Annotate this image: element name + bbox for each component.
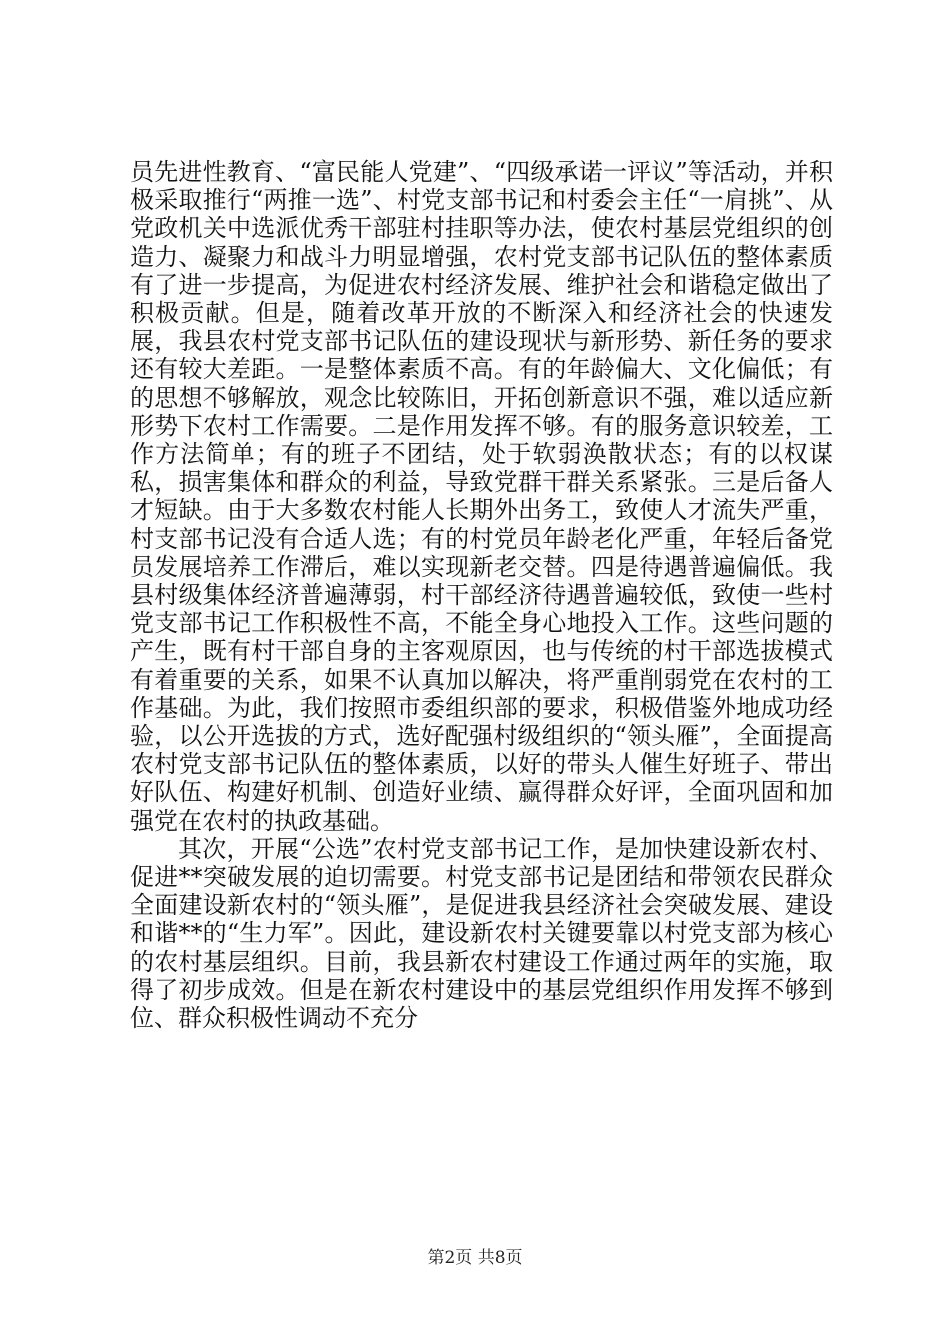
document-body [130, 158, 833, 1032]
paragraph-continued: 员先进性教育、“富民能人党建”、“四级承诺一评议”等活动，并积极采取推行“两推一选”、村党支部书记和村委会主任“一肩挑”、从党政机关中选派优秀干部驻村挂职等办法，使农村基层党组织的创造力、凝聚力和战斗力明显增强，农村党支部书记队伍的整体素质有了进一步提高，为促进农村经济发展、维护社会和谐稳定做出了积极贡献。但是，随着改革开放的不断深入和经济社会的快速发展，我县农村党支部书记队伍的建设现状与新形势、新任务的要求还有较大差距。一是整体素质不高。有的年龄偏大、文化偏低；有的思想不够解放，观念比较陈旧，开拓创新意识不强，难以适应新形势下农村工作需要。二是作用发挥不够。有的服务意识较差，工作方法简单；有的班子不团结，处于软弱涣散状态；有的以权谋私，损害集体和群众的利益，导致党群干群关系紧张。三是后备人才短缺。由于大多数农村能人长期外出务工，致使人才流失严重，村支部书记没有合适人选；有的村党员年龄老化严重，年轻后备党员发展培养工作滞后，难以实现新老交替。四是待遇普遍偏低。我县村级集体经济普遍薄弱，村干部经济待遇普遍较低，致使一些村党支部书记工作积极性不高，不能全身心地投入工作。这些问题的产生，既有村干部自身的主客观原因，也与传统的村干部选拔模式有着重要的关系，如果不认真加以解决，将严重削弱党在农村的工作基础。为此，我们按照市委组织部的要求，积极借鉴外地成功经验，以公开选拔的方式，选好配强村级组织的“领头雁”，全面提高农村党支部书记队伍的整体素质，以好的带头人催生好班子、带出好队伍、构建好机制、创造好业绩、赢得群众好评，全面巩固和加强党在农村的执政基础。 [130, 158, 833, 835]
paragraph-second: 其次，开展“公选”农村党支部书记工作，是加快建设新农村、促进**突破发展的迫切需要。村党支部书记是团结和带领农民群众全面建设新农村的“领头雁”，是促进我县经济社会突破发展、建设和谐**的“生力军”。因此，建设新农村关键要靠以村党支部为核心的农村基层组织。目前，我县新农村建设工作通过两年的实施，取得了初步成效。但是在新农村建设中的基层党组织作用发挥不够到位、群众积极性调动不充分 [130, 834, 833, 1033]
page-number-footer: 第2页 共8页 [427, 1248, 523, 1268]
